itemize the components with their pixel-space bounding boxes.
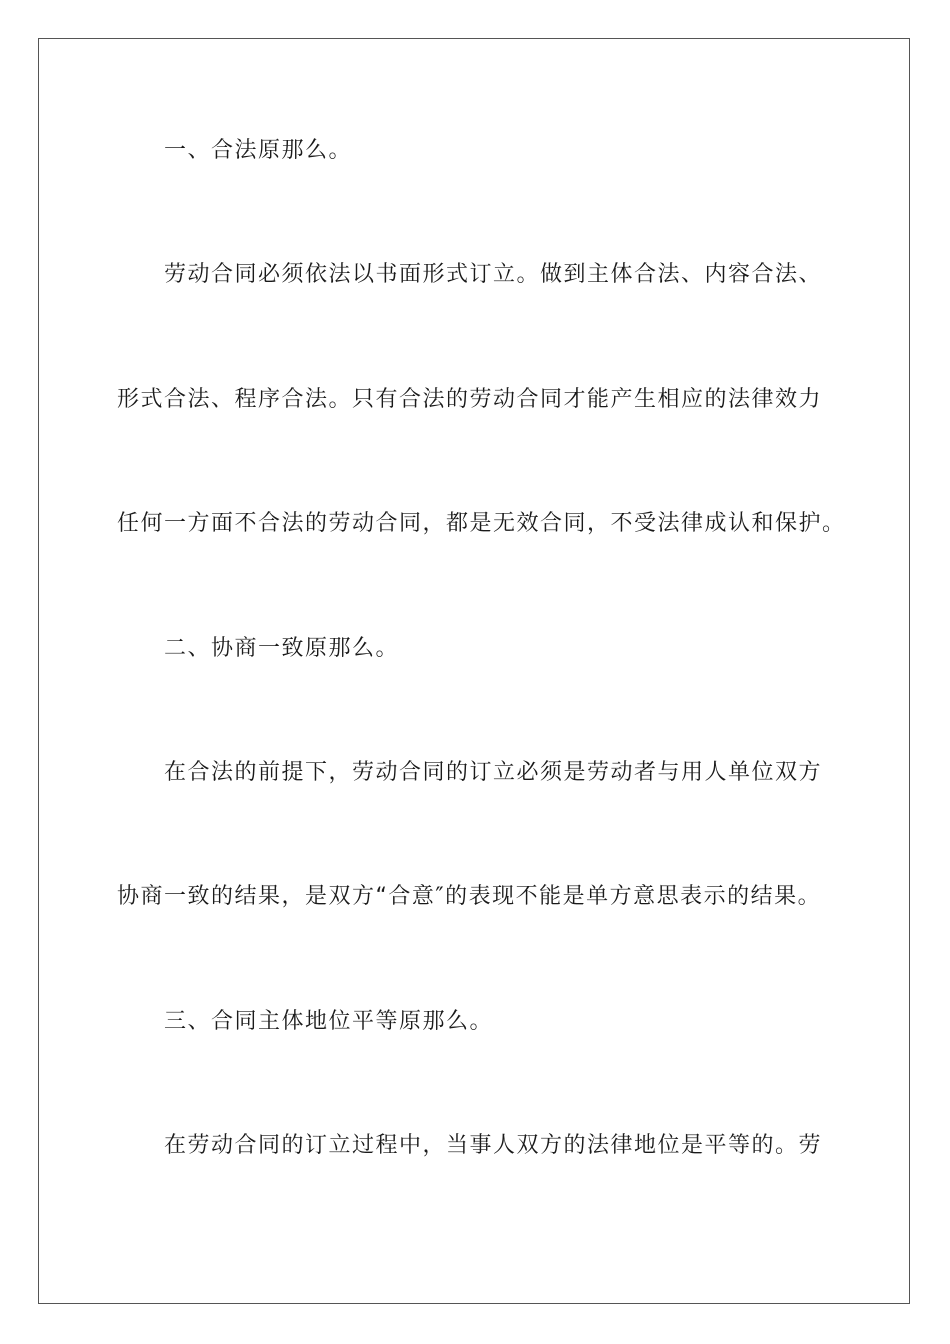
page-border — [38, 38, 910, 1304]
paragraph-line: 形式合法、程序合法。只有合法的劳动合同才能产生相应的法律效力 — [117, 387, 823, 412]
heading-legality-principle: 一、合法原那么。 — [164, 138, 353, 163]
paragraph-line: 在合法的前提下，劳动合同的订立必须是劳动者与用人单位双方 — [164, 760, 823, 785]
paragraph-line: 在劳动合同的订立过程中，当事人双方的法律地位是平等的。劳 — [164, 1133, 823, 1158]
paragraph-line: 劳动合同必须依法以书面形式订立。做到主体合法、内容合法、 — [164, 262, 823, 287]
paragraph-line: 协商一致的结果，是双方“合意″的表现不能是单方意思表示的结果。 — [117, 884, 822, 909]
heading-consensus-principle: 二、协商一致原那么。 — [164, 636, 400, 661]
heading-equality-principle: 三、合同主体地位平等原那么。 — [164, 1009, 494, 1034]
paragraph-line: 任何一方面不合法的劳动合同，都是无效合同，不受法律成认和保护。 — [117, 511, 846, 536]
